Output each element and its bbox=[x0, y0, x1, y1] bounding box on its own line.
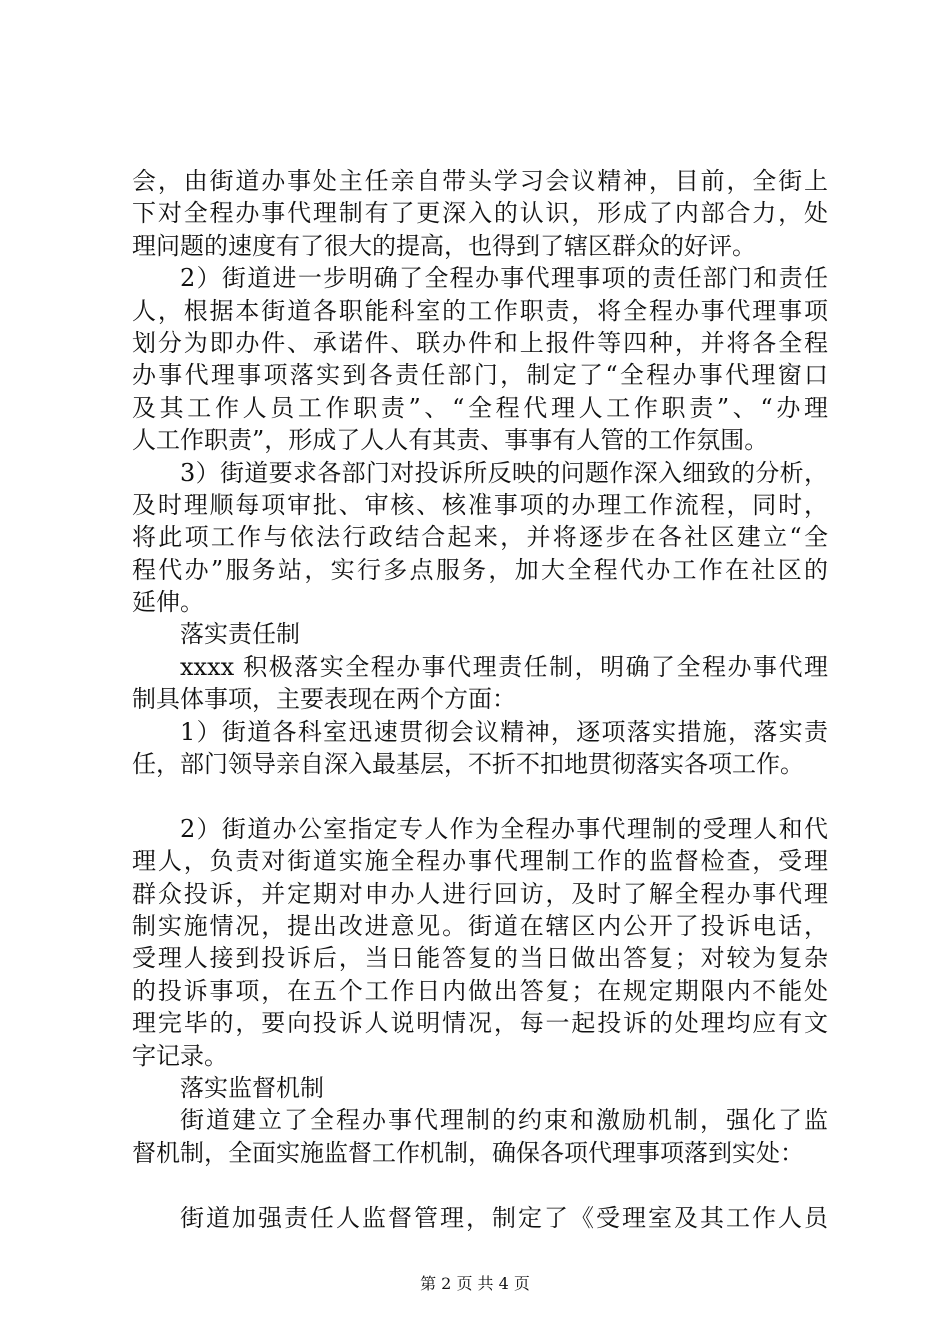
paragraph-line: 受理人接到投诉后，当日能答复的当日做出答复；对较为复杂 bbox=[132, 944, 828, 973]
blank-line bbox=[132, 1169, 828, 1201]
paragraph-line: 制实施情况，提出改进意见。街道在辖区内公开了投诉电话， bbox=[132, 911, 828, 940]
paragraph-line: xxxx 积极落实全程办事代理责任制，明确了全程办事代理 bbox=[180, 652, 828, 681]
paragraph-line: 办事代理事项落实到各责任部门，制定了“全程办事代理窗口 bbox=[132, 361, 828, 390]
paragraph-line: 街道建立了全程办事代理制的约束和激励机制，强化了监 bbox=[180, 1106, 828, 1135]
paragraph-line: 会，由街道办事处主任亲自带头学习会议精神，目前，全街上 bbox=[132, 167, 828, 195]
page-footer: 第 2 页 共 4 页 bbox=[420, 1274, 530, 1293]
paragraph-line: 理问题的速度有了很大的提高，也得到了辖区群众的好评。 bbox=[132, 231, 756, 260]
paragraph-line: 将此项工作与依法行政结合起来，并将逐步在各社区建立“全 bbox=[132, 523, 828, 552]
document-body bbox=[132, 165, 828, 1234]
paragraph-line: 划分为即办件、承诺件、联办件和上报件等四种，并将各全程 bbox=[132, 328, 828, 357]
paragraph-line: 群众投诉，并定期对申办人进行回访，及时了解全程办事代理 bbox=[132, 879, 828, 908]
paragraph-line: 程代办”服务站，实行多点服务，加大全程代办工作在社区的 bbox=[132, 555, 828, 584]
paragraph-line: 人，根据本街道各职能科室的工作职责，将全程办事代理事项 bbox=[132, 296, 828, 325]
paragraph-line: 的投诉事项，在五个工作日内做出答复；在规定期限内不能处 bbox=[132, 976, 828, 1005]
paragraph-line: 人工作职责”，形成了人人有其责、事事有人管的工作氛围。 bbox=[132, 426, 769, 455]
paragraph-line: 延伸。 bbox=[132, 588, 204, 617]
paragraph-line: 及其工作人员工作职责”、“全程代理人工作职责”、“办理 bbox=[132, 393, 828, 422]
paragraph-line: 任，部门领导亲自深入最基层，不折不扣地贯彻落实各项工作。 bbox=[132, 750, 804, 779]
paragraph-line: 督机制，全面实施监督工作机制，确保各项代理事项落到实处： bbox=[132, 1138, 804, 1167]
paragraph-line: 2）街道办公室指定专人作为全程办事代理制的受理人和代 bbox=[180, 814, 828, 843]
paragraph-line: 1）街道各科室迅速贯彻会议精神，逐项落实措施，落实责 bbox=[180, 717, 828, 746]
section-heading: 落实监督机制 bbox=[180, 1073, 324, 1102]
paragraph-line: 制具体事项，主要表现在两个方面： bbox=[132, 685, 516, 714]
paragraph-line: 理人，负责对街道实施全程办事代理制工作的监督检查，受理 bbox=[132, 847, 828, 876]
paragraph-line: 2）街道进一步明确了全程办事代理事项的责任部门和责任 bbox=[180, 264, 828, 293]
paragraph-line: 字记录。 bbox=[132, 1041, 228, 1070]
paragraph-line: 及时理顺每项审批、审核、核准事项的办理工作流程，同时， bbox=[132, 490, 828, 519]
paragraph-line: 街道加强责任人监督管理，制定了《受理室及其工作人员 bbox=[180, 1203, 828, 1232]
paragraph-line: 3）街道要求各部门对投诉所反映的问题作深入细致的分析， bbox=[180, 458, 828, 487]
paragraph-line: 理完毕的，要向投诉人说明情况，每一起投诉的处理均应有文 bbox=[132, 1009, 828, 1038]
blank-line bbox=[132, 780, 828, 812]
paragraph-line: 下对全程办事代理制有了更深入的认识，形成了内部合力，处 bbox=[132, 199, 828, 228]
section-heading: 落实责任制 bbox=[180, 620, 300, 649]
